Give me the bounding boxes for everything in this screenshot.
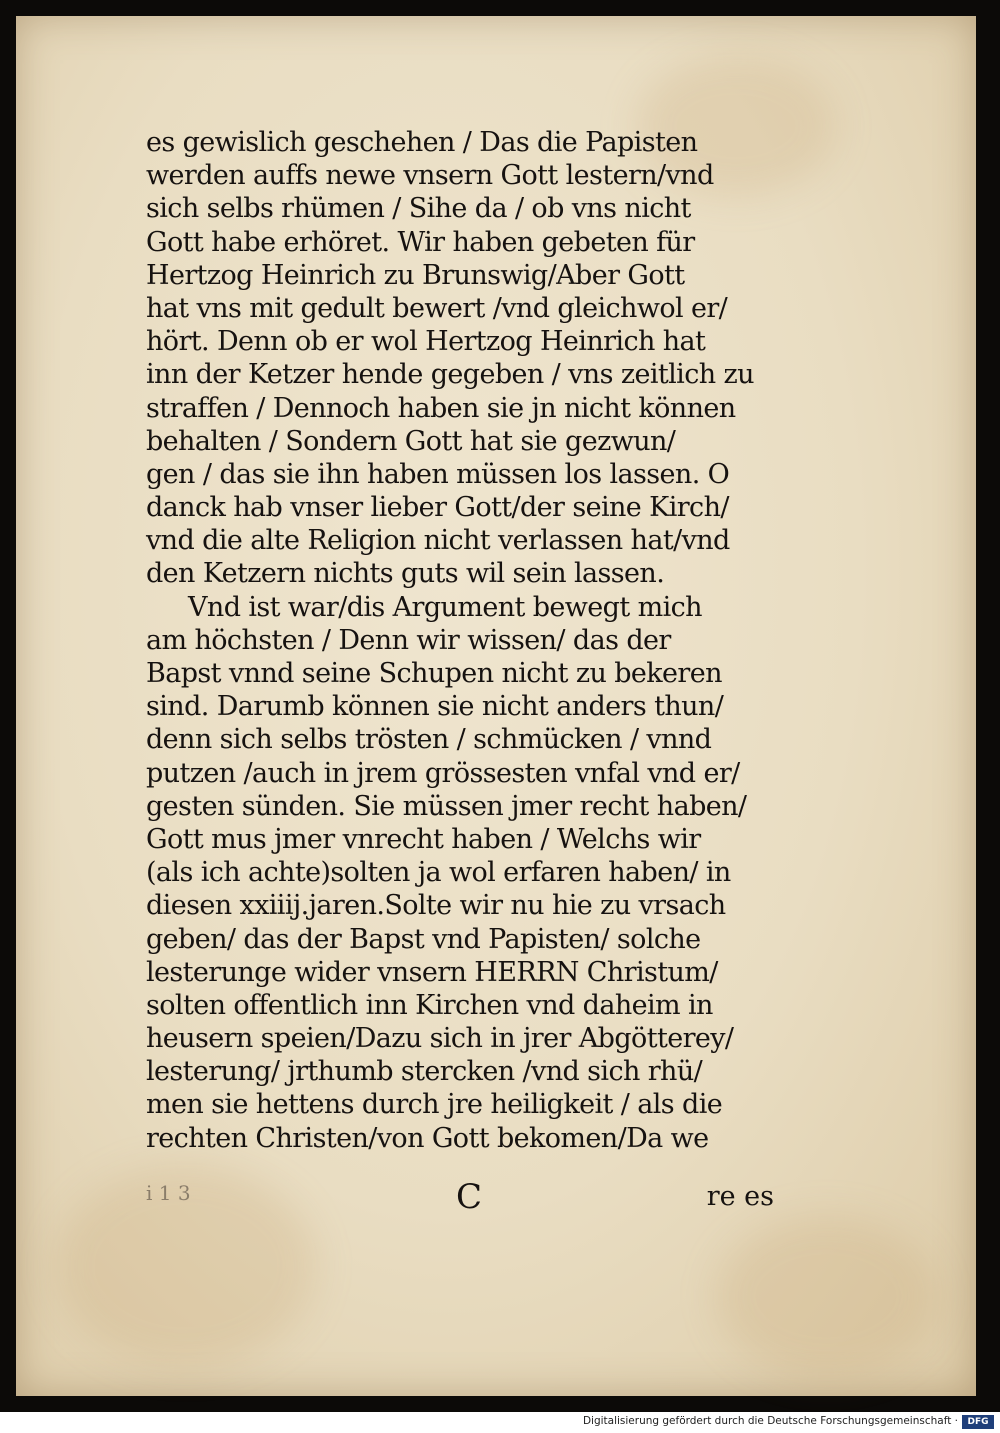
text-line: denn sich selbs trösten / schmücken / vnnd xyxy=(146,724,712,756)
text-line: den Ketzern nichts guts wil sein lassen. xyxy=(146,558,665,590)
text-line: putzen /auch in jrem grössesten vnfal vnd er/ xyxy=(146,757,740,789)
credit-bar xyxy=(0,1412,1000,1433)
text-line: inn der Ketzer hende gegeben / vns zeitlich zu xyxy=(146,359,754,391)
text-line: lesterunge wider vnsern HERRN Christum/ xyxy=(146,956,718,988)
text-line: Gott mus jmer vnrecht haben / Welchs wir xyxy=(146,823,701,855)
faint-mark: i 1 3 xyxy=(146,1181,191,1205)
funding-credit: Digitalisierung gefördert durch die Deutsche Forschungsgemeinschaft · xyxy=(582,1415,958,1427)
text-line: es gewislich geschehen / Das die Papisten xyxy=(146,127,698,158)
text-line: lesterung/ jrthumb stercken /vnd sich rhü/ xyxy=(146,1056,703,1088)
text-line: hat vns mit gedult bewert /vnd gleichwol er/ xyxy=(146,292,728,324)
text-line: rechten Christen/von Gott bekomen/Da we xyxy=(146,1122,709,1154)
text-line: am höchsten / Denn wir wissen/ das der xyxy=(146,624,671,656)
text-line: Vnd ist war/dis Argument bewegt mich xyxy=(188,591,702,623)
text-line: vnd die alte Religion nicht verlassen hat/vnd xyxy=(146,525,730,557)
page-text-block xyxy=(146,126,786,1155)
signature-mark: C xyxy=(456,1177,483,1217)
text-line: men sie hettens durch jre heiligkeit / als die xyxy=(146,1089,723,1121)
text-line: diesen xxiiij.jaren.Solte wir nu hie zu vrsach xyxy=(146,890,726,922)
text-line: (als ich achte)solten ja wol erfaren haben/ in xyxy=(146,857,731,889)
text-line: hört. Denn ob er wol Hertzog Heinrich hat xyxy=(146,326,706,358)
text-line: sind. Darumb können sie nicht anders thun/ xyxy=(146,691,724,723)
text-line: Hertzog Heinrich zu Brunswig/Aber Gott xyxy=(146,259,685,291)
catchword: re es xyxy=(706,1181,774,1212)
text-line: sich selbs rhümen / Sihe da / ob vns nicht xyxy=(146,193,691,225)
dfg-logo: DFG xyxy=(962,1415,994,1429)
book-page xyxy=(16,16,976,1396)
text-line: Bapst vnnd seine Schupen nicht zu bekeren xyxy=(146,658,722,689)
text-line: werden auffs newe vnsern Gott lestern/vnd xyxy=(146,160,714,192)
text-line: Gott habe erhöret. Wir haben gebeten für xyxy=(146,226,695,258)
text-line: straffen / Dennoch haben sie jn nicht können xyxy=(146,392,736,424)
text-line: gesten sünden. Sie müssen jmer recht haben/ xyxy=(146,790,747,822)
text-line: geben/ das der Bapst vnd Papisten/ solche xyxy=(146,923,701,955)
page-footer xyxy=(146,1177,786,1217)
text-line: behalten / Sondern Gott hat sie gezwun/ xyxy=(146,425,676,457)
text-line: heusern speien/Dazu sich in jrer Abgötterey/ xyxy=(146,1023,734,1055)
page-stain xyxy=(716,1216,936,1376)
text-line: solten offentlich inn Kirchen vnd daheim in xyxy=(146,989,713,1021)
text-line: danck hab vnser lieber Gott/der seine Kirch/ xyxy=(146,492,729,524)
text-line: gen / das sie ihn haben müssen los lassen. O xyxy=(146,458,730,490)
